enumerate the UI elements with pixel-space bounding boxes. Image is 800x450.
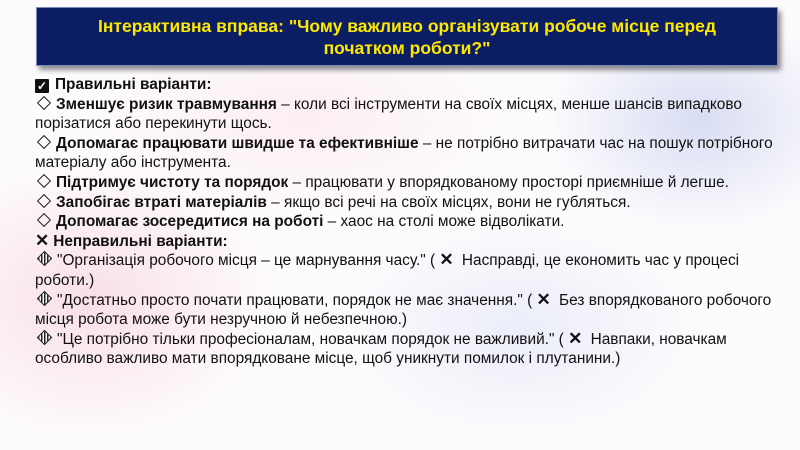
correct-item [35, 173, 783, 193]
correct-item-text: – якщо всі речі на своїх місцях, вони не губляться. [266, 193, 631, 211]
incorrect-item [35, 291, 783, 330]
diamond-bullet-icon [37, 174, 51, 188]
filled-diamond-bullet-icon [37, 290, 53, 306]
filled-diamond-bullet-icon [37, 329, 53, 345]
cross-mark-icon: ✕ [568, 328, 583, 348]
correct-item-text: – працювати у впорядкованому просторі приємніше й легше. [288, 173, 729, 191]
diamond-bullet-icon [37, 193, 51, 207]
correct-item [35, 95, 783, 134]
check-mark-icon: ✓ [36, 79, 48, 93]
correct-item [35, 193, 783, 213]
correct-item [35, 212, 783, 232]
incorrect-item-note: Навпаки, новачкам особливо важливо мати впорядковане місце, щоб уникнути помилок і плутанини.) [35, 330, 727, 368]
diamond-bullet-icon [37, 96, 51, 110]
cross-mark-icon: ✕ [35, 230, 50, 250]
correct-item [35, 134, 783, 173]
correct-item-text: – хаос на столі може відволікати. [323, 213, 565, 231]
cross-mark-icon: ✕ [536, 289, 551, 309]
correct-item-text: – не потрібно витрачати час на пошук потрібного матеріалу або інструмента. [35, 134, 773, 172]
title-banner [36, 7, 778, 66]
correct-heading: Правильні варіанти: [55, 76, 212, 93]
correct-heading-line [35, 75, 783, 95]
filled-diamond-bullet-icon [37, 251, 53, 267]
incorrect-item-note: Без впорядкованого робочого місця робота може бути незручною й небезпечною.) [35, 291, 772, 329]
incorrect-item-quote: "Це потрібно тільки професіоналам, новачкам порядок не важливий." ( [57, 330, 564, 348]
cross-mark-icon: ✕ [439, 250, 454, 270]
correct-item-title: Допомагає працювати швидше та ефективніше [56, 134, 419, 152]
incorrect-item [35, 251, 783, 290]
correct-item-text: – коли всі інструменти на своїх місцях, менше шансів випадково порізатися або перекинути щось. [35, 95, 742, 133]
slide-title: Інтерактивна вправа: "Чому важливо організувати робоче місце перед початком роботи?" [97, 15, 717, 58]
incorrect-heading: Неправильні варіанти: [53, 232, 228, 250]
incorrect-item-quote: "Організація робочого місця – це марнування часу." ( [57, 252, 436, 270]
diamond-bullet-icon [37, 135, 51, 149]
slide-content [35, 75, 783, 369]
correct-item-title: Запобігає втраті матеріалів [56, 193, 267, 211]
incorrect-item-quote: "Достатньо просто почати працювати, порядок не має значення." ( [57, 291, 533, 309]
incorrect-heading-line [35, 232, 783, 252]
correct-item-title: Підтримує чистоту та порядок [56, 173, 289, 191]
incorrect-item [35, 330, 783, 369]
correct-item-title: Допомагає зосередитися на роботі [56, 213, 324, 231]
incorrect-item-note: Насправді, це економить час у процесі роботи.) [35, 252, 740, 289]
diamond-bullet-icon [37, 213, 51, 227]
correct-item-title: Зменшує ризик травмування [56, 95, 277, 113]
